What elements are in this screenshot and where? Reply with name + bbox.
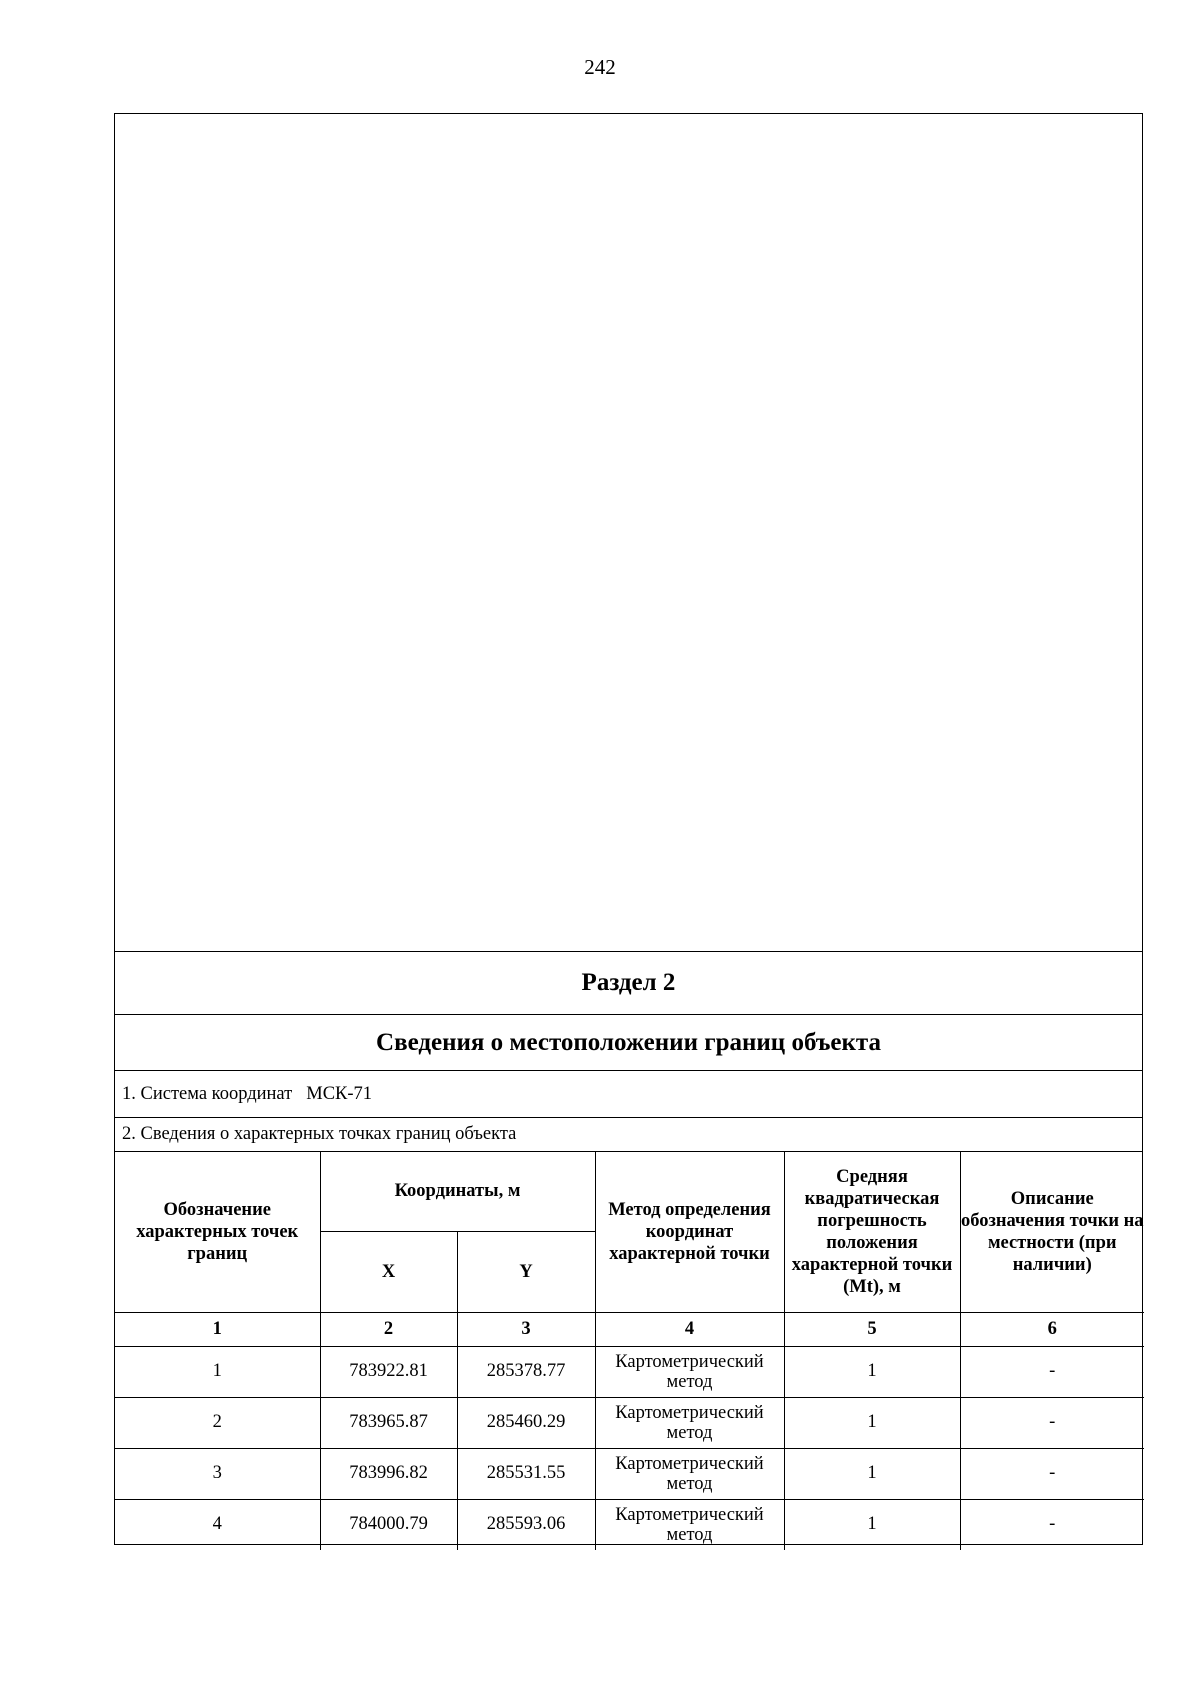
error: 1 bbox=[784, 1346, 960, 1397]
coord-x: 783996.82 bbox=[320, 1448, 457, 1499]
point-id: 4 bbox=[115, 1499, 320, 1550]
column-number: 2 bbox=[320, 1312, 457, 1346]
column-number: 5 bbox=[784, 1312, 960, 1346]
error: 1 bbox=[784, 1499, 960, 1550]
description: - bbox=[960, 1346, 1144, 1397]
header-method: Метод определения координат характерной точки bbox=[595, 1152, 784, 1312]
method: Картометрический метод bbox=[595, 1346, 784, 1397]
point-id: 2 bbox=[115, 1397, 320, 1448]
column-number: 3 bbox=[457, 1312, 595, 1346]
error: 1 bbox=[784, 1397, 960, 1448]
method: Картометрический метод bbox=[595, 1397, 784, 1448]
header-x: X bbox=[320, 1231, 457, 1312]
method: Картометрический метод bbox=[595, 1448, 784, 1499]
description: - bbox=[960, 1499, 1144, 1550]
error: 1 bbox=[784, 1448, 960, 1499]
table-row bbox=[115, 1499, 1144, 1550]
points-table bbox=[115, 1152, 1144, 1550]
coord-x: 784000.79 bbox=[320, 1499, 457, 1550]
header-description: Описание обозначения точки на местности (при наличии) bbox=[960, 1152, 1144, 1312]
point-id: 3 bbox=[115, 1448, 320, 1499]
column-numbers-row bbox=[115, 1312, 1144, 1346]
column-number: 6 bbox=[960, 1312, 1144, 1346]
coord-y: 285593.06 bbox=[457, 1499, 595, 1550]
method: Картометрический метод bbox=[595, 1499, 784, 1550]
table-header-row bbox=[115, 1152, 1144, 1231]
header-y: Y bbox=[457, 1231, 595, 1312]
table-row bbox=[115, 1397, 1144, 1448]
coord-y: 285460.29 bbox=[457, 1397, 595, 1448]
coordinate-system-label: 1. Система координат bbox=[122, 1083, 293, 1104]
section-title: Раздел 2 bbox=[115, 952, 1142, 1015]
coordinate-system-value: МСК-71 bbox=[306, 1083, 373, 1104]
map-area bbox=[115, 114, 1142, 952]
document-frame bbox=[114, 113, 1143, 1545]
header-coordinates: Координаты, м bbox=[320, 1152, 595, 1231]
header-designation: Обозначение характерных точек границ bbox=[115, 1152, 320, 1312]
table-row bbox=[115, 1346, 1144, 1397]
description: - bbox=[960, 1448, 1144, 1499]
point-id: 1 bbox=[115, 1346, 320, 1397]
section-subtitle: Сведения о местоположении границ объекта bbox=[115, 1015, 1142, 1071]
coord-x: 783922.81 bbox=[320, 1346, 457, 1397]
page-number: 242 bbox=[584, 55, 616, 79]
coord-y: 285531.55 bbox=[457, 1448, 595, 1499]
column-number: 1 bbox=[115, 1312, 320, 1346]
description: - bbox=[960, 1397, 1144, 1448]
coord-x: 783965.87 bbox=[320, 1397, 457, 1448]
points-caption: 2. Сведения о характерных точках границ объекта bbox=[115, 1118, 1142, 1152]
coordinate-system-line bbox=[115, 1071, 1142, 1118]
table-row bbox=[115, 1448, 1144, 1499]
coord-y: 285378.77 bbox=[457, 1346, 595, 1397]
header-error: Средняя квадратическая погрешность положения характерной точки (Mt), м bbox=[784, 1152, 960, 1312]
column-number: 4 bbox=[595, 1312, 784, 1346]
